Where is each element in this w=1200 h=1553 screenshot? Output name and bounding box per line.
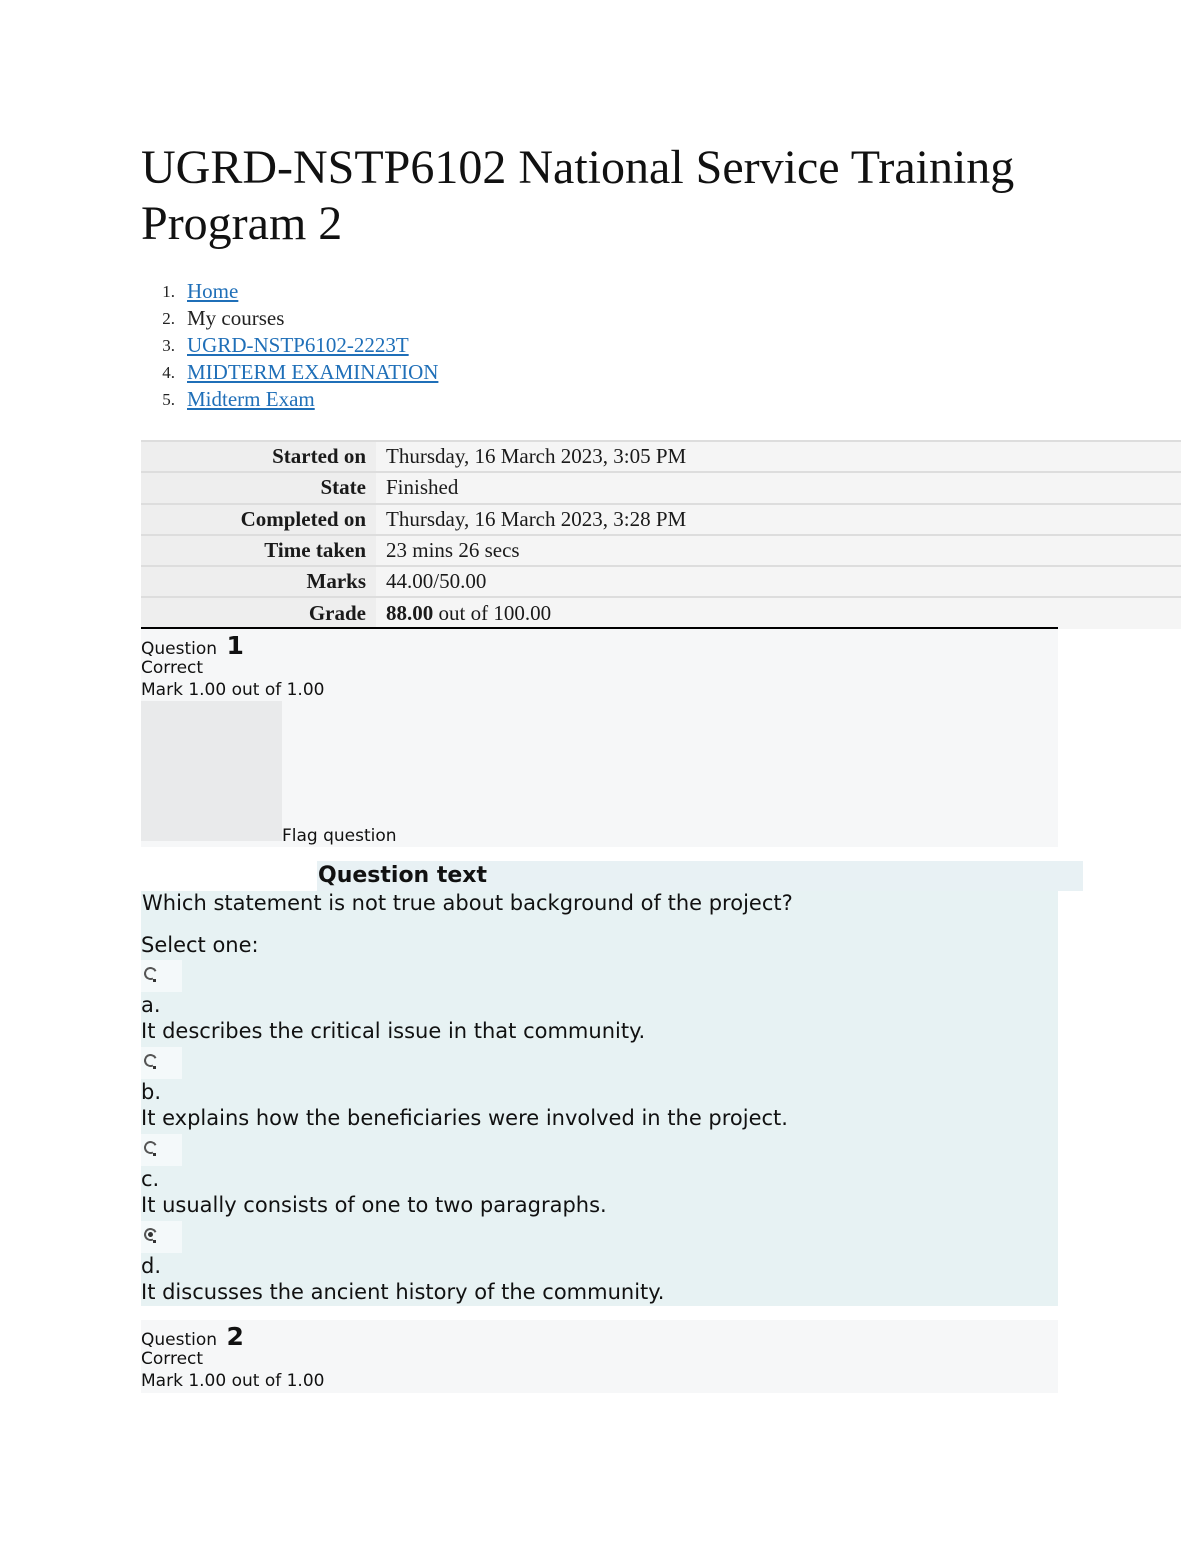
- question-text-heading-label: Question text: [318, 863, 488, 888]
- answer-option-a[interactable]: [141, 960, 1041, 1044]
- breadcrumb-item-quiz: [141, 386, 438, 413]
- answer-option-d[interactable]: [141, 1221, 1041, 1305]
- breadcrumb-number: 3.: [162, 336, 175, 355]
- radio-box[interactable]: [141, 960, 182, 992]
- flag-question-link[interactable]: Flag question: [282, 826, 397, 846]
- radio-mark: [153, 1066, 156, 1069]
- question-mark: Mark 1.00 out of 1.00: [141, 1371, 325, 1391]
- select-one-label: Select one:: [141, 933, 259, 957]
- breadcrumb-link-course[interactable]: UGRD-NSTP6102-2223T: [187, 333, 409, 357]
- question-number: 1: [226, 631, 244, 660]
- question-status: Correct: [141, 1349, 204, 1369]
- radio-button-selected-icon[interactable]: [142, 1226, 159, 1243]
- radio-button-icon[interactable]: [142, 1052, 159, 1069]
- question-1-info: [141, 629, 1058, 847]
- option-text: It describes the critical issue in that community.: [141, 1019, 646, 1043]
- attempt-summary-table: [141, 440, 1181, 629]
- summary-value: 44.00/50.00: [376, 566, 1181, 597]
- summary-value: Finished: [376, 472, 1181, 503]
- question-heading: [141, 1322, 1058, 1351]
- question-prefix: Question: [141, 1330, 223, 1350]
- course-title: UGRD-NSTP6102 National Service Training Program 2: [141, 141, 1015, 250]
- summary-row-completed-on: [141, 504, 1181, 535]
- breadcrumb-item-course: [141, 332, 438, 359]
- summary-value: Thursday, 16 March 2023, 3:05 PM: [376, 441, 1181, 472]
- breadcrumb-number: 2.: [162, 309, 175, 328]
- radio-mark: [153, 1153, 156, 1156]
- summary-row-state: [141, 472, 1181, 503]
- breadcrumb-link-quiz[interactable]: Midterm Exam: [187, 387, 315, 411]
- breadcrumb: [141, 278, 438, 413]
- summary-value: 23 mins 26 secs: [376, 535, 1181, 566]
- radio-box[interactable]: [141, 1047, 182, 1079]
- breadcrumb-number: 1.: [162, 282, 175, 301]
- question-heading: [141, 631, 1058, 660]
- radio-box[interactable]: [141, 1134, 182, 1166]
- option-letter: a.: [141, 993, 161, 1017]
- summary-label: Time taken: [141, 535, 376, 566]
- radio-button-icon[interactable]: [142, 1139, 159, 1156]
- breadcrumb-item-section: [141, 359, 438, 386]
- option-letter: b.: [141, 1080, 162, 1104]
- breadcrumb-link-home[interactable]: Home: [187, 279, 239, 303]
- summary-label: State: [141, 472, 376, 503]
- flag-question-icon[interactable]: [141, 701, 282, 841]
- radio-mark: [153, 1240, 156, 1243]
- option-letter: c.: [141, 1167, 160, 1191]
- summary-row-time-taken: [141, 535, 1181, 566]
- radio-mark: [153, 979, 156, 982]
- summary-row-marks: [141, 566, 1181, 597]
- answer-option-b[interactable]: [141, 1047, 1041, 1131]
- option-letter: d.: [141, 1254, 162, 1278]
- summary-label: Grade: [141, 597, 376, 628]
- option-text: It discusses the ancient history of the community.: [141, 1280, 665, 1304]
- answer-option-c[interactable]: [141, 1134, 1041, 1218]
- breadcrumb-link-section[interactable]: MIDTERM EXAMINATION: [187, 360, 439, 384]
- question-1-body: [141, 891, 1058, 1306]
- question-status: Correct: [141, 658, 204, 678]
- summary-label: Started on: [141, 441, 376, 472]
- grade-out-of: out of 100.00: [433, 601, 552, 626]
- summary-row-started-on: [141, 441, 1181, 472]
- summary-row-grade: [141, 597, 1181, 628]
- question-number: 2: [226, 1322, 244, 1351]
- question-prefix: Question: [141, 639, 223, 659]
- grade-score: 88.00: [386, 601, 434, 626]
- summary-value: Thursday, 16 March 2023, 3:28 PM: [376, 504, 1181, 535]
- breadcrumb-item-home: [141, 278, 438, 305]
- radio-box[interactable]: [141, 1221, 182, 1253]
- radio-button-icon[interactable]: [142, 965, 159, 982]
- summary-value: [376, 597, 1181, 628]
- question-prompt: Which statement is not true about background of the project?: [142, 891, 793, 915]
- breadcrumb-number: 5.: [162, 390, 175, 409]
- breadcrumb-text-my-courses: My courses: [187, 306, 285, 330]
- breadcrumb-number: 4.: [162, 363, 175, 382]
- question-text-heading: [317, 861, 1083, 891]
- option-text: It explains how the beneficiaries were involved in the project.: [141, 1106, 788, 1130]
- option-text: It usually consists of one to two paragraphs.: [141, 1193, 607, 1217]
- summary-label: Completed on: [141, 504, 376, 535]
- question-2-info: [141, 1320, 1058, 1393]
- summary-label: Marks: [141, 566, 376, 597]
- question-mark: Mark 1.00 out of 1.00: [141, 680, 325, 700]
- breadcrumb-item-my-courses: [141, 305, 438, 332]
